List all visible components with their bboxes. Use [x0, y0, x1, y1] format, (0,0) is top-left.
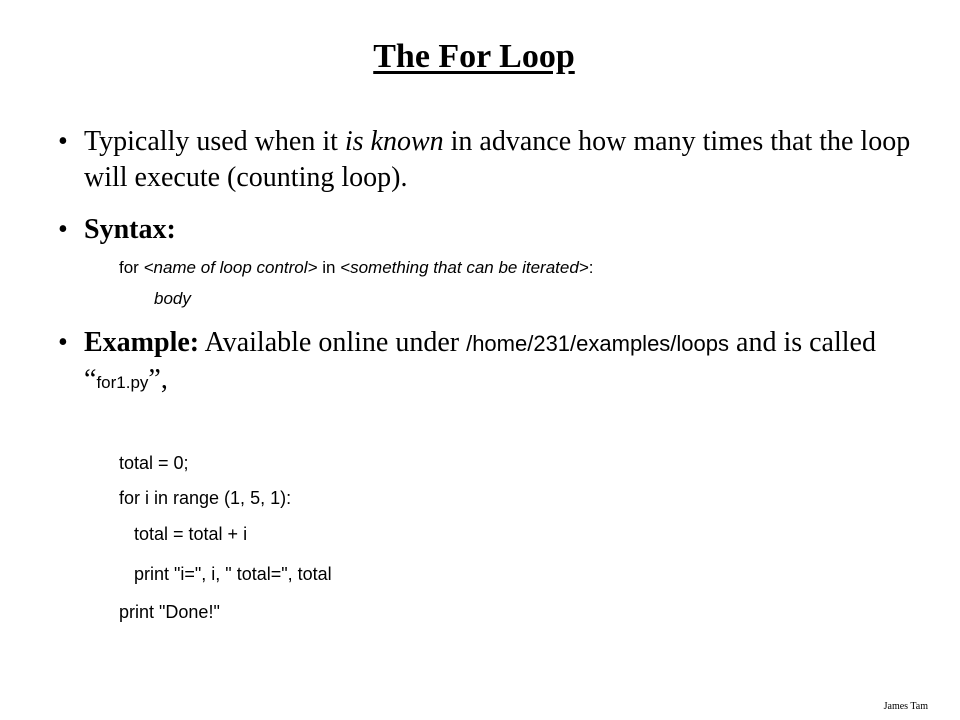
- syntax-colon: :: [588, 258, 594, 277]
- syntax-for-keyword: for: [119, 258, 144, 277]
- bullet-text: [84, 124, 928, 196]
- author-footer: James Tam: [883, 701, 928, 712]
- syntax-in-keyword: in: [317, 258, 341, 277]
- code-line: print "Done!": [119, 602, 220, 622]
- bullet-marker: •: [58, 214, 68, 245]
- example-text-3: ”,: [148, 364, 168, 395]
- bullet-example: [58, 325, 928, 401]
- bullet-text: [84, 325, 928, 401]
- code-line: print "i=", i, " total=", total: [134, 564, 332, 584]
- bullet-marker: •: [58, 327, 68, 358]
- syntax-body: body: [154, 289, 191, 308]
- bullet-text-pre: Typically used when it: [84, 126, 345, 157]
- example-text-1: Available online under: [199, 327, 467, 358]
- bullet-marker: •: [58, 126, 68, 157]
- slide-title: The For Loop: [373, 38, 575, 75]
- syntax-placeholder-loop-control: <name of loop control>: [143, 258, 318, 277]
- example-filename: for1.py: [96, 373, 149, 392]
- syntax-placeholder-iterable: <something that can be iterated>: [340, 258, 589, 277]
- syntax-line-body: [154, 288, 191, 310]
- example-text-2: and is called “: [84, 327, 876, 395]
- bullet-syntax: [58, 212, 928, 248]
- syntax-line-for: [119, 257, 593, 279]
- bullet-typical-use: [58, 124, 928, 196]
- syntax-label: Syntax:: [84, 214, 176, 245]
- example-path: /home/231/examples/loops: [466, 331, 730, 356]
- example-label: Example:: [84, 327, 200, 358]
- code-line: total = 0;: [119, 453, 189, 473]
- bullet-text-post: in advance how many times that the loop will execute (counting loop).: [84, 126, 911, 193]
- code-line: total = total + i: [134, 524, 248, 544]
- bullet-text-emphasis: is known: [344, 126, 444, 157]
- code-line: for i in range (1, 5, 1):: [119, 488, 292, 508]
- bullet-syntax-label: [84, 212, 928, 248]
